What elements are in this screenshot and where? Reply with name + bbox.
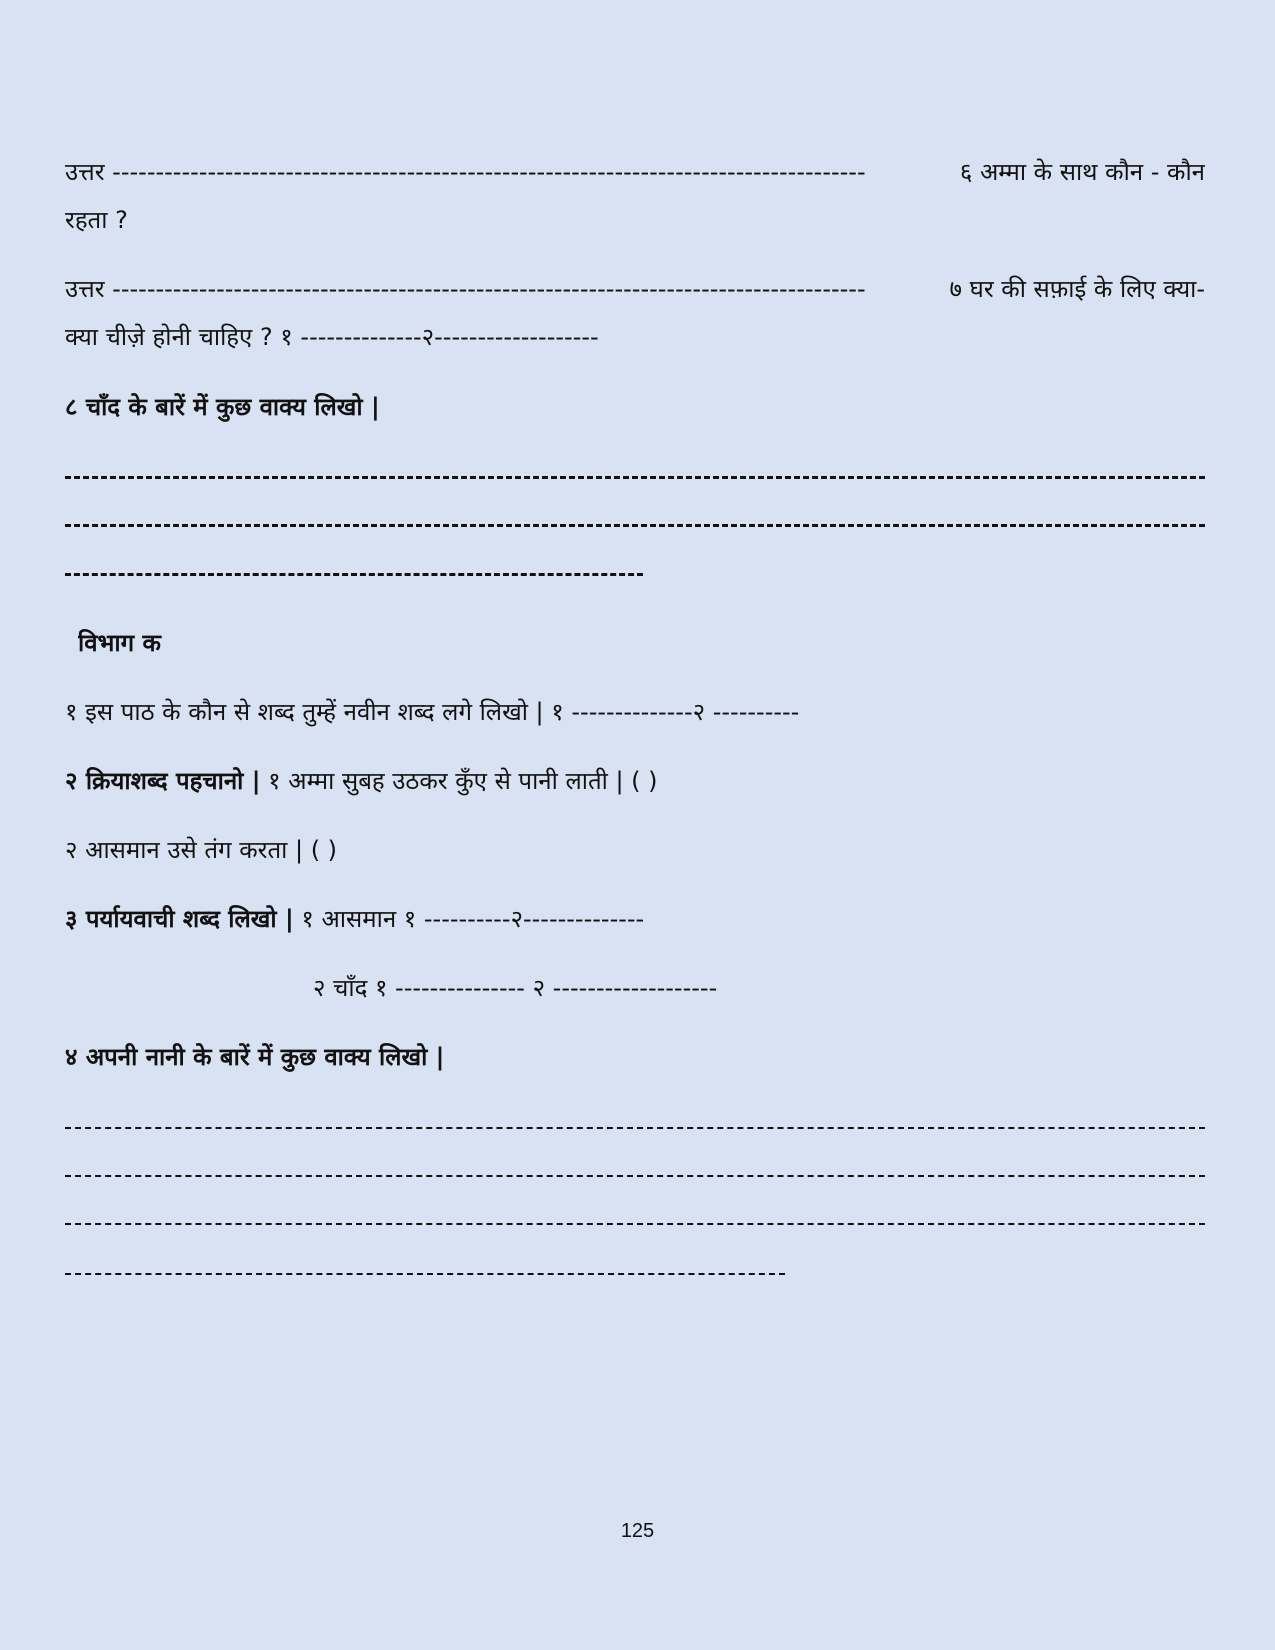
page-number: 125 [620,1520,655,1542]
q7-answer-blank[interactable]: उत्तर --------------------------------------------------------------------------------------- [65,275,866,303]
q6-answer-blank[interactable]: उत्तर --------------------------------------------------------------------------------------- [65,158,866,186]
q7-question-cont[interactable]: क्या चीज़े होनी चाहिए ? १ --------------२------------------- [65,323,599,351]
q7-question: ७ घर की सफ़ाई के लिए क्या- [949,275,1205,303]
q7-line1 [65,273,1205,305]
q8-answer-line-1[interactable] [65,476,1205,482]
q8-answer-line-2[interactable] [65,524,1205,530]
k1-question[interactable]: १ इस पाठ के कौन से शब्द तुम्हें नवीन शब्द लगे लिखो | १ --------------२ ---------- [65,698,800,726]
k2-line [65,765,1205,797]
section-title: विभाग क [78,629,161,657]
q6-question: ६ अम्मा के साथ कौन - कौन [959,158,1205,186]
k2-item1[interactable]: १ अम्मा सुबह उठकर कुँए से पानी लाती | ( ) [260,767,658,795]
k4-answer-line-1[interactable] [65,1127,1205,1132]
k4-answer-line-2[interactable] [65,1175,1205,1180]
k3-item2[interactable]: २ चाँद १ --------------- २ ------------------- [313,974,718,1002]
k3-line [65,903,1205,935]
q8-answer-line-3[interactable] [65,573,643,579]
q6-question-cont: रहता ? [65,206,128,234]
k4-answer-line-4[interactable] [65,1273,785,1278]
k2-item2[interactable]: २ आसमान उसे तंग करता | ( ) [65,836,338,864]
k4-title: ४ अपनी नानी के बारें में कुछ वाक्य लिखो | [65,1043,445,1071]
q6-line1 [65,156,1205,188]
k3-item1[interactable]: १ आसमान १ ----------२-------------- [293,905,645,933]
k2-title: २ क्रियाशब्द पहचानो | [65,767,261,795]
q8-title: ८ चाँद के बारें में कुछ वाक्य लिखो | [65,393,380,421]
k3-title: ३ पर्यायवाची शब्द लिखो | [65,905,294,933]
k4-answer-line-3[interactable] [65,1223,1205,1228]
